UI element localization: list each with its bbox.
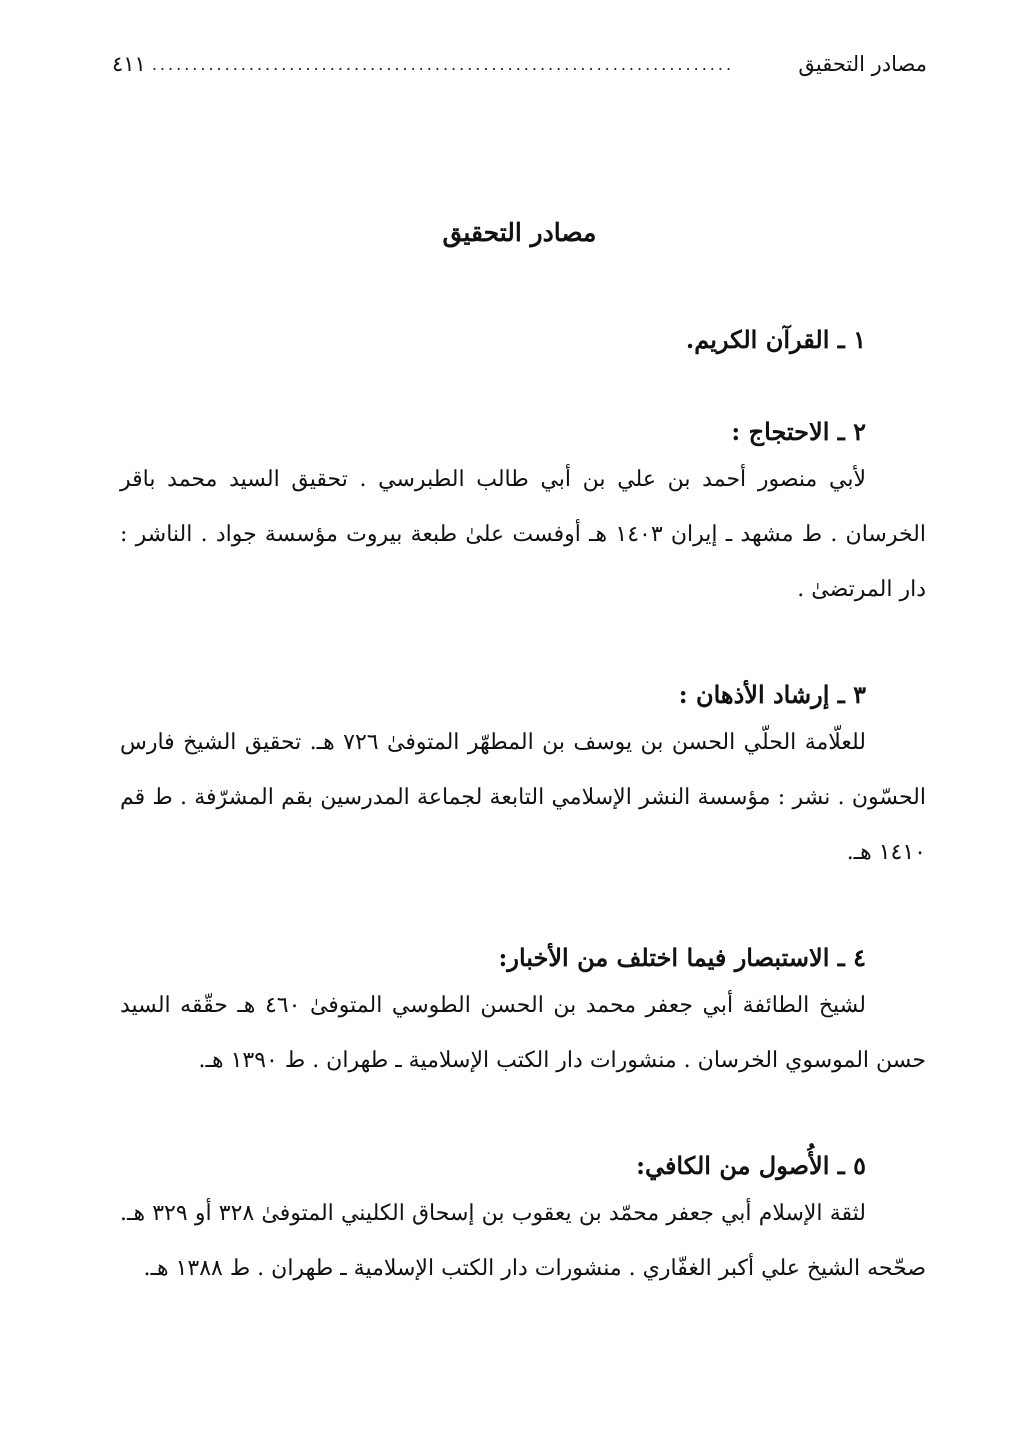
running-header (112, 44, 927, 84)
entry-heading: ٣ ـ إرشاد الأذهان : (678, 680, 866, 709)
running-header-title: مصادر التحقيق (798, 52, 927, 76)
section-title: مصادر التحقيق (442, 218, 597, 247)
entry-body: للعلّامة الحلّي الحسن بن يوسف بن المطهّر المتوفىٰ ٧٢٦ هـ. تحقيق الشيخ فارس الحسّون . نشر : مؤسسة النشر الإسلامي التابعة لجماعة المدرسين بقم المشرّفة . ط قم ١٤١٠ هـ. (120, 730, 926, 865)
bibliography-entry (120, 320, 926, 360)
entry-body: لثقة الإسلام أبي جعفر محمّد بن يعقوب بن إسحاق الكليني المتوفىٰ ٣٢٨ أو ٣٢٩ هـ. صحّحه الشيخ علي أكبر الغفّاري . منشورات دار الكتب الإسلامية ـ طهران . ط ١٣٨٨ هـ. (120, 1201, 926, 1281)
leader-dots: ........................................................................ (151, 54, 735, 74)
bibliography-entry (120, 675, 926, 880)
bibliography-entry (120, 938, 926, 1088)
bibliography-entry (120, 1146, 926, 1296)
entry-heading: ٢ ـ الاحتجاج : (731, 417, 866, 446)
bibliography-list (120, 320, 926, 1354)
page-number: ٤١١ (112, 52, 146, 76)
entry-heading: ٤ ـ الاستبصار فيما اختلف من الأخبار: (498, 943, 866, 972)
entry-heading: ٥ ـ الأُصول من الكافي: (636, 1151, 866, 1180)
entry-body: لشيخ الطائفة أبي جعفر محمد بن الحسن الطوسي المتوفىٰ ٤٦٠ هـ حقّقه السيد حسن الموسوي الخرسان . منشورات دار الكتب الإسلامية ـ طهران . ط ١٣٩٠ هـ. (120, 993, 926, 1073)
entry-body: لأبي منصور أحمد بن علي بن أبي طالب الطبرسي . تحقيق السيد محمد باقر الخرسان . ط مشهد ـ إيران ١٤٠٣ هـ أوفست علىٰ طبعة بيروت مؤسسة جواد . الناشر : دار المرتضىٰ . (120, 467, 926, 602)
bibliography-entry (120, 412, 926, 617)
entry-heading: ١ ـ القرآن الكريم. (685, 325, 866, 354)
